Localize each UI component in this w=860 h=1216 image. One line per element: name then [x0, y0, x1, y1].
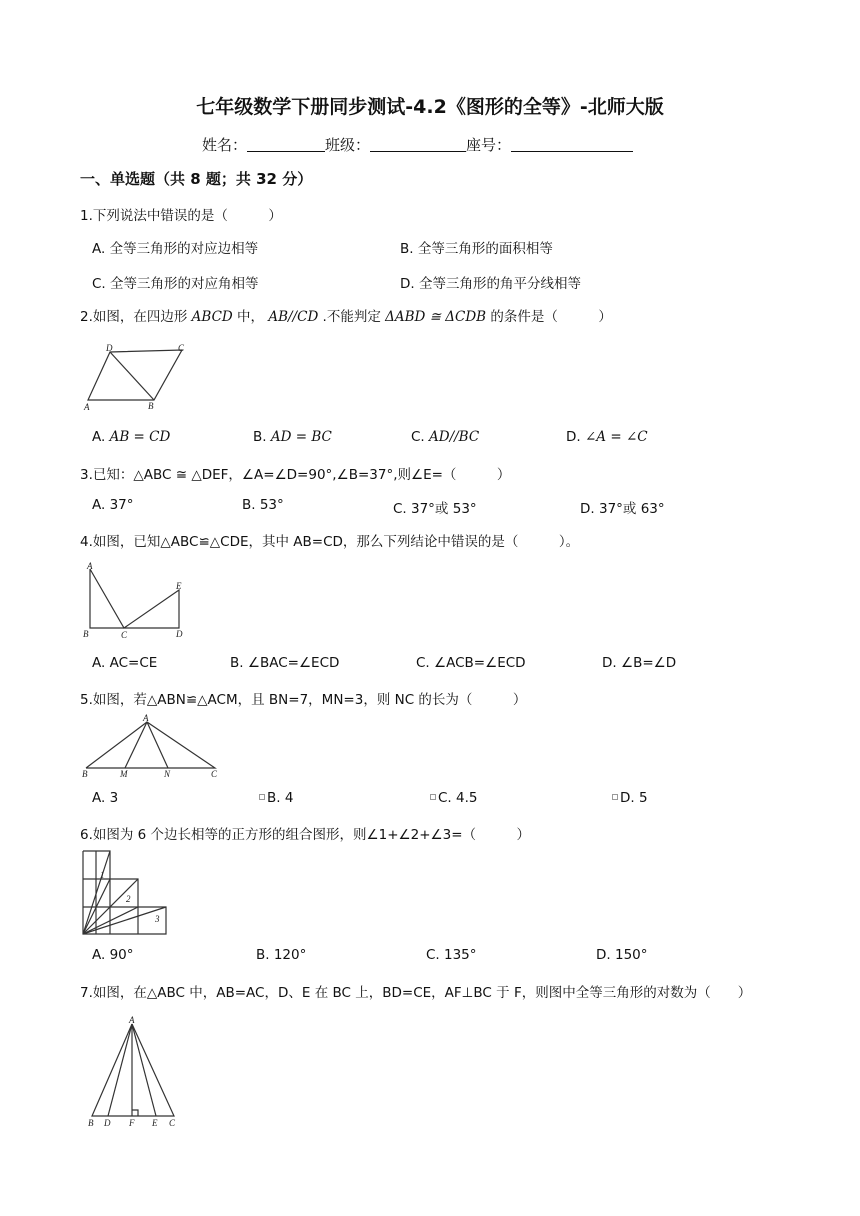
- q6-option-c[interactable]: C. 135°: [426, 947, 477, 963]
- seat-label: 座号：: [466, 136, 512, 154]
- q4-label-d: D: [176, 629, 183, 639]
- q6-label-3: 3: [155, 914, 160, 924]
- q1-option-b[interactable]: B. 全等三角形的面积相等: [400, 241, 553, 257]
- q5-label-a: A: [143, 713, 149, 723]
- class-label: 班级：: [325, 136, 371, 154]
- q5-label-b: B: [82, 769, 88, 779]
- q4-shape-abcde: [90, 569, 179, 628]
- q5-label-c: C: [211, 769, 218, 779]
- q4-label-c: C: [121, 630, 128, 640]
- question-1-stem: 1.下列说法中错误的是（ ）: [80, 208, 282, 224]
- q4-option-b[interactable]: B. ∠BAC=∠ECD: [230, 655, 340, 671]
- q7-figure: [84, 1014, 184, 1132]
- q5-figure: [80, 710, 230, 782]
- q2-quadrilateral: [88, 350, 182, 400]
- q5-option-b[interactable]: B. 4: [259, 790, 293, 806]
- q6-option-b[interactable]: B. 120°: [256, 947, 307, 963]
- q1-option-a[interactable]: A. 全等三角形的对应边相等: [92, 241, 259, 257]
- q7-triangle-abc: [92, 1024, 174, 1116]
- q5-b-marker: [259, 794, 265, 800]
- question-2-stem: 2.如图，在四边形 ABCD 中， AB//CD .不能判定 ΔABD ≅ ΔCDB 的条件是（ ）: [80, 309, 612, 325]
- q2-option-b[interactable]: B. AD = BC: [253, 429, 332, 445]
- question-3-stem: 3.已知：△ABC ≅ △DEF，∠A=∠D=90°,∠B=37°,则∠E=（ ）: [80, 467, 511, 483]
- q5-option-a[interactable]: A. 3: [92, 790, 119, 806]
- q4-option-a[interactable]: A. AC=CE: [92, 655, 158, 671]
- q2-option-d[interactable]: D. ∠A = ∠C: [566, 429, 648, 445]
- q1-option-d[interactable]: D. 全等三角形的角平分线相等: [400, 276, 581, 292]
- question-7-stem: 7.如图，在△ABC 中，AB=AC，D、E 在 BC 上，BD=CE，AF⊥BC 于 F，则图中全等三角形的对数为（ ）: [80, 985, 752, 1001]
- q3-option-a[interactable]: A. 37°: [92, 497, 134, 513]
- question-5-stem: 5.如图，若△ABN≌△ACM，且 BN=7，MN=3，则 NC 的长为（ ）: [80, 692, 527, 708]
- q7-label-e: E: [152, 1118, 158, 1128]
- q5-c-marker: [430, 794, 436, 800]
- q4-label-b: B: [83, 629, 89, 639]
- q4-option-d[interactable]: D. ∠B=∠D: [602, 655, 677, 671]
- q7-label-c: C: [169, 1118, 176, 1128]
- question-6-stem: 6.如图为 6 个边长相等的正方形的组合图形，则∠1+∠2+∠3=（ ）: [80, 827, 531, 843]
- q2-label-a: A: [84, 402, 90, 412]
- q6-option-d[interactable]: D. 150°: [596, 947, 648, 963]
- q2-option-a[interactable]: A. AB = CD: [92, 429, 171, 445]
- q2-label-d: D: [106, 343, 113, 353]
- q5-option-d[interactable]: D. 5: [612, 790, 648, 806]
- q4-figure: [82, 560, 194, 642]
- name-label: 姓名：: [202, 136, 248, 154]
- q7-label-f: F: [129, 1118, 135, 1128]
- seat-blank[interactable]: [511, 135, 633, 152]
- q6-figure: [82, 850, 172, 938]
- q7-right-angle-mark: [132, 1110, 138, 1116]
- section-heading: 一、单选题（共 8 题；共 32 分）: [80, 170, 313, 188]
- q7-label-b: B: [88, 1118, 94, 1128]
- question-4-stem: 4.如图，已知△ABC≌△CDE，其中 AB=CD，那么下列结论中错误的是（ ）。: [80, 534, 580, 550]
- q5-option-c[interactable]: C. 4.5: [430, 790, 477, 806]
- q2-label-b: B: [148, 401, 154, 411]
- q6-label-1: 1: [100, 870, 105, 880]
- q2-label-c: C: [178, 343, 185, 353]
- q4-label-e: E: [176, 581, 182, 591]
- q3-option-b[interactable]: B. 53°: [242, 497, 284, 513]
- q5-segment-am: [125, 722, 147, 768]
- q4-option-c[interactable]: C. ∠ACB=∠ECD: [416, 655, 526, 671]
- page-title: 七年级数学下册同步测试-4.2《图形的全等》-北师大版: [196, 96, 664, 118]
- q3-option-d[interactable]: D. 37°或 63°: [580, 501, 665, 517]
- q5-label-n: N: [164, 769, 171, 779]
- q1-option-c[interactable]: C. 全等三角形的对应角相等: [92, 276, 259, 292]
- q2-option-c[interactable]: C. AD//BC: [411, 429, 480, 445]
- name-blank[interactable]: [247, 135, 325, 152]
- q6-label-2: 2: [126, 894, 131, 904]
- q5-label-m: M: [120, 769, 128, 779]
- q5-d-marker: [612, 794, 618, 800]
- q2-diagonal-db: [110, 352, 154, 400]
- q7-label-d: D: [104, 1118, 111, 1128]
- class-blank[interactable]: [370, 135, 466, 152]
- q7-label-a: A: [129, 1015, 135, 1025]
- q4-label-a: A: [87, 561, 93, 571]
- q6-option-a[interactable]: A. 90°: [92, 947, 134, 963]
- student-info-line: [202, 134, 633, 155]
- q3-option-c[interactable]: C. 37°或 53°: [393, 501, 477, 517]
- q2-figure: [82, 342, 194, 412]
